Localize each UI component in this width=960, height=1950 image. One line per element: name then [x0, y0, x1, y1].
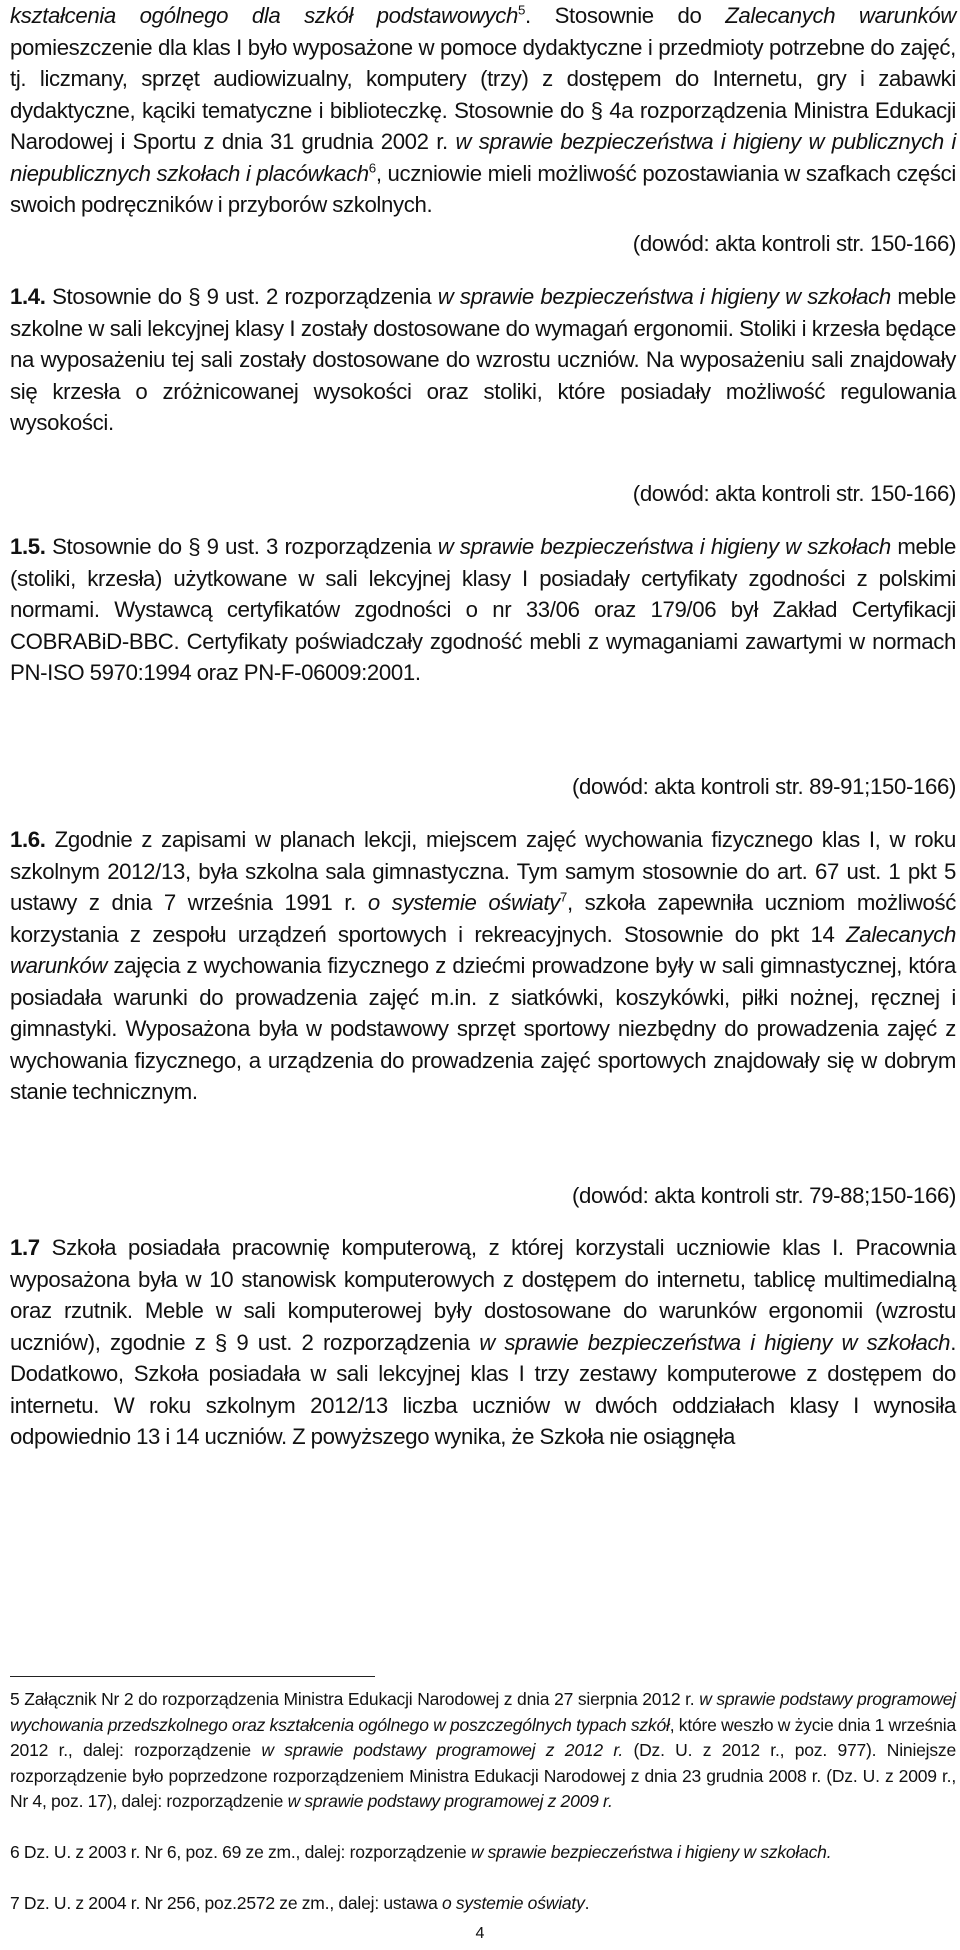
intro-text-b: . Stosownie do — [525, 3, 726, 28]
section-text: meble szkolne w sali lekcyjnej klasy I zostały dostosowane do wymagań ergonomii. Stoliki i krzesła będące na wyposażeniu tej sali zostały dostosowane do wzrostu uczniów. Na wyposażeniu sali znajdowały się krzesła o zróżnicowanej wysokości oraz stoliki, które posiadały możliwość regulowania wysokości. — [10, 284, 956, 435]
footnote-italic: w sprawie bezpieczeństwa i higieny w szkołach. — [470, 1842, 832, 1862]
footnote-text: , które weszło w życie dnia 1 września 2012 r., dalej: rozporządzenie — [10, 1714, 956, 1760]
proof-reference-intro: (dowód: akta kontroli str. 150-166) — [632, 231, 956, 256]
section-1-5 — [10, 531, 956, 689]
section-text: Zgodnie z zapisami w planach lekcji, miejscem zajęć wychowania fizycznego klas I, w roku szkolnym 2012/13, była szkolna sala gimnastyczna. Tym samym stosownie do art. 67 ust. 1 pkt 5 ustawy z dnia 7 września 1991 r. — [10, 827, 956, 915]
footnote-ref-7[interactable]: 7 — [559, 889, 567, 905]
section-text: zajęcia z wychowania fizycznego z dziećmi prowadzone były w sali gimnastycznej, która posiadała warunki do prowadzenia zajęć m.in. z siatkówki, koszykówki, piłki nożnej, ręcznej i gimnastyki. Wyposażona była w podstawowy sprzęt sportowy niezbędny do prowadzenia zajęć z wychowania fizycznego, a urządzenia do prowadzenia zajęć sportowych znajdowały się w dobrym stanie technicznym. — [10, 953, 956, 1104]
section-text: Stosownie do § 9 ust. 3 rozporządzenia — [45, 534, 438, 559]
footnote-italic: o systemie oświaty — [441, 1893, 585, 1913]
footnote-text: . — [584, 1893, 590, 1913]
footnote-italic: w sprawie podstawy programowej wychowania przedszkolnego oraz kształcenia ogólnego w poszczególnych typach szkół — [10, 1689, 956, 1735]
footnote-mark: 6 — [10, 1842, 20, 1862]
footnote-text: Załącznik Nr 2 do rozporządzenia Ministra Edukacji Narodowej z dnia 27 sierpnia 2012 r. — [19, 1689, 700, 1709]
section-text: . Dodatkowo, Szkoła posiadała w sali lekcyjnej klas I trzy zestawy komputerowe z dostępem do internetu. W roku szkolnym 2012/13 liczba uczniów w dwóch oddziałach klasy I wynosiła odpowiednio 13 i 14 uczniów. Z powyższego wynika, że Szkoła nie osiągnęła — [10, 1329, 957, 1449]
intro-italic-e: w sprawie bezpieczeństwa i higieny w publicznych i niepublicznych szkołach i placówkach — [10, 129, 956, 186]
section-italic: o systemie oświaty — [367, 890, 560, 915]
section-italic: Zalecanych warunków — [10, 921, 956, 978]
intro-italic-a: kształcenia ogólnego dla szkół podstawowych — [10, 3, 518, 28]
footnote-6 — [10, 1840, 956, 1866]
footnote-5 — [10, 1687, 956, 1815]
intro-paragraph — [10, 0, 956, 221]
footnote-ref-5[interactable]: 5 — [517, 2, 526, 18]
section-number: 1.4. — [10, 284, 46, 309]
footnote-separator — [10, 1676, 375, 1677]
proof-reference-1-6: (dowód: akta kontroli str. 79-88;150-166) — [571, 1183, 956, 1208]
section-italic: w sprawie bezpieczeństwa i higieny w szkołach — [437, 284, 891, 309]
section-italic: w sprawie bezpieczeństwa i higieny w szkołach — [479, 1329, 951, 1355]
section-1-6 — [10, 824, 956, 1108]
footnote-text: (Dz. U. z 2012 r., poz. 977). Niniejsze rozporządzenie było poprzedzone rozporządzeniem Ministra Edukacji Narodowej z dnia 23 grudnia 2008 r. (Dz. U. z 2009 r., Nr 4, poz. 17), dalej: rozporządzenie — [10, 1740, 956, 1811]
footnote-text: Dz. U. z 2004 r. Nr 256, poz.2572 ze zm., dalej: ustawa — [19, 1893, 442, 1913]
proof-reference-1-4: (dowód: akta kontroli str. 150-166) — [632, 481, 956, 506]
section-italic: w sprawie bezpieczeństwa i higieny w szkołach — [437, 534, 891, 559]
footnote-7 — [10, 1891, 956, 1917]
intro-italic-c: Zalecanych warunków — [725, 3, 956, 28]
section-1-7 — [10, 1232, 956, 1453]
intro-text-f: , uczniowie mieli możliwość pozostawiania w szafkach części swoich podręczników i przyborów szkolnych. — [10, 160, 956, 217]
intro-text-d: pomieszczenie dla klas I było wyposażone w pomoce dydaktyczne i przedmioty potrzebne do zajęć, tj. liczmany, sprzęt audiowizualny, komputery (trzy) z dostępem do Internetu, gry i zabawki dydaktyczne, kąciki tematyczne i biblioteczkę. Stosownie do § 4a rozporządzenia Ministra Edukacji Narodowej i Sportu z dnia 31 grudnia 2002 r. — [10, 34, 956, 154]
footnote-ref-6[interactable]: 6 — [368, 160, 376, 176]
page-number: 4 — [475, 1925, 485, 1942]
footnote-mark: 5 — [10, 1689, 20, 1709]
section-number: 1.7 — [10, 1235, 40, 1260]
section-text: , szkoła zapewniła uczniom możliwość korzystania z zespołu urządzeń sportowych i rekreacyjnych. Stosownie do pkt 14 — [10, 890, 956, 947]
section-number: 1.6. — [10, 827, 46, 852]
section-1-4 — [10, 281, 956, 439]
footnote-mark: 7 — [10, 1893, 20, 1913]
proof-reference-1-5: (dowód: akta kontroli str. 89-91;150-166) — [571, 774, 956, 799]
section-text: Stosownie do § 9 ust. 2 rozporządzenia — [45, 284, 438, 309]
section-text: meble (stoliki, krzesła) użytkowane w sali lekcyjnej klasy I posiadały certyfikaty zgodności z polskimi normami. Wystawcą certyfikatów zgodności o nr 33/06 oraz 179/06 był Zakład Certyfikacji COBRABiD-BBC. Certyfikaty poświadczały zgodność mebli z wymaganiami zawartymi w normach PN-ISO 5970:1994 oraz PN-F-06009:2001. — [10, 534, 956, 685]
footnote-text: Dz. U. z 2003 r. Nr 6, poz. 69 ze zm., dalej: rozporządzenie — [19, 1842, 471, 1862]
section-text: Szkoła posiadała pracownię komputerową, z której korzystali uczniowie klas I. Pracownia wyposażona była w 10 stanowisk komputerowych z dostępem do internetu, tablicę multimedialną oraz rzutnik. Meble w sali komputerowej były dostosowane do warunków ergonomii (wzrostu uczniów), zgodnie z § 9 ust. 2 rozporządzenia — [10, 1235, 956, 1355]
section-number: 1.5. — [10, 534, 46, 559]
footnote-italic: w sprawie podstawy programowej z 2012 r. — [261, 1740, 624, 1760]
footnote-italic: w sprawie podstawy programowej z 2009 r. — [287, 1791, 613, 1811]
